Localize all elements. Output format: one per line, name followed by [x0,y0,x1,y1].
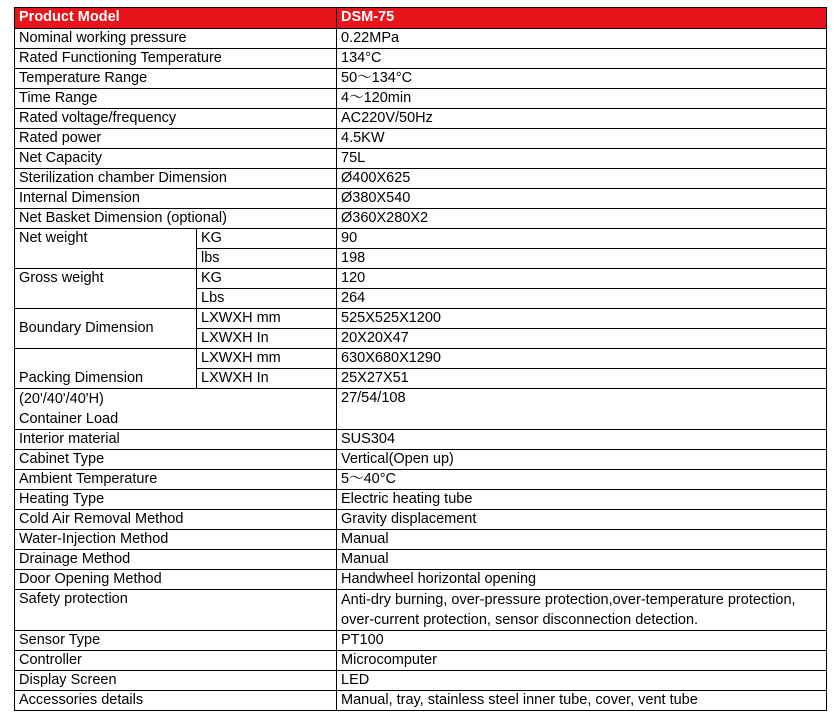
boundary-mm-unit: LXWXH mm [197,309,337,329]
boundary-row [15,309,827,329]
table-row [15,470,827,490]
row-value: 75L [337,149,827,169]
safety-protection-value: Anti-dry burning, over-pressure protection,over-temperature protection, over-current protection, sensor disconnection detection. [337,590,827,631]
table-row [15,129,827,149]
net-weight-kg-unit: KG [197,229,337,249]
packing-label: Packing Dimension [15,349,197,389]
gross-weight-lbs-value: 264 [337,289,827,309]
row-label: Cold Air Removal Method [15,510,337,530]
header-label: Product Model [15,8,337,29]
row-label: Rated Functioning Temperature [15,49,337,69]
net-weight-row [15,229,827,249]
row-label: Drainage Method [15,550,337,570]
container-load-value: 27/54/108 [337,389,827,430]
table-header-row [15,8,827,29]
row-value: Manual [337,550,827,570]
gross-weight-lbs-unit: Lbs [197,289,337,309]
row-label: Rated voltage/frequency [15,109,337,129]
row-label: Heating Type [15,490,337,510]
table-row [15,651,827,671]
row-label: Accessories details [15,691,337,711]
net-weight-kg-value: 90 [337,229,827,249]
table-row [15,671,827,691]
packing-in-value: 25X27X51 [337,369,827,389]
table-row [15,189,827,209]
net-weight-lbs-unit: lbs [197,249,337,269]
row-value: Manual, tray, stainless steel inner tube, cover, vent tube [337,691,827,711]
table-row [15,510,827,530]
row-value: Ø400X625 [337,169,827,189]
table-row [15,49,827,69]
row-label: Time Range [15,89,337,109]
table-row [15,209,827,229]
row-label: Nominal working pressure [15,29,337,49]
row-value: Ø380X540 [337,189,827,209]
net-weight-label: Net weight [15,229,197,269]
row-value: Manual [337,530,827,550]
table-row [15,631,827,651]
row-label: Temperature Range [15,69,337,89]
row-label: Door Opening Method [15,570,337,590]
container-load-label-line1: (20'/40'/40'H) [19,391,104,407]
table-row [15,550,827,570]
net-weight-lbs-value: 198 [337,249,827,269]
packing-mm-value: 630X680X1290 [337,349,827,369]
row-label: Water-Injection Method [15,530,337,550]
row-value: Ø360X280X2 [337,209,827,229]
row-value: 50～134°C [337,69,827,89]
row-label: Controller [15,651,337,671]
table-row [15,691,827,711]
container-load-label-line2: Container Load [19,411,119,427]
boundary-in-unit: LXWXH In [197,329,337,349]
row-label: Net Capacity [15,149,337,169]
row-value: 134°C [337,49,827,69]
container-load-row [15,389,827,430]
table-row [15,69,827,89]
row-label: Internal Dimension [15,189,337,209]
table-row [15,430,827,450]
packing-row [15,349,827,369]
row-value: Gravity displacement [337,510,827,530]
row-value: LED [337,671,827,691]
row-label: Cabinet Type [15,450,337,470]
gross-weight-row [15,269,827,289]
header-value: DSM-75 [337,8,827,29]
gross-weight-kg-value: 120 [337,269,827,289]
row-label: Rated power [15,129,337,149]
row-value: PT100 [337,631,827,651]
spec-table [14,7,827,711]
row-label: Sensor Type [15,631,337,651]
table-row [15,570,827,590]
row-label: Display Screen [15,671,337,691]
table-row [15,450,827,470]
row-label: Interior material [15,430,337,450]
gross-weight-kg-unit: KG [197,269,337,289]
table-row [15,89,827,109]
safety-protection-label: Safety protection [15,590,337,631]
row-value: Electric heating tube [337,490,827,510]
row-value: 5～40°C [337,470,827,490]
table-row [15,530,827,550]
row-value: SUS304 [337,430,827,450]
boundary-mm-value: 525X525X1200 [337,309,827,329]
packing-in-unit: LXWXH In [197,369,337,389]
row-label: Net Basket Dimension (optional) [15,209,337,229]
table-row [15,169,827,189]
row-value: 4～120min [337,89,827,109]
table-row [15,109,827,129]
row-value: Handwheel horizontal opening [337,570,827,590]
row-value: Vertical(Open up) [337,450,827,470]
gross-weight-label: Gross weight [15,269,197,309]
row-value: AC220V/50Hz [337,109,827,129]
boundary-label: Boundary Dimension [15,309,197,349]
boundary-in-value: 20X20X47 [337,329,827,349]
row-label: Sterilization chamber Dimension [15,169,337,189]
row-value: 0.22MPa [337,29,827,49]
row-value: 4.5KW [337,129,827,149]
row-value: Microcomputer [337,651,827,671]
packing-mm-unit: LXWXH mm [197,349,337,369]
table-row [15,29,827,49]
container-load-label [15,389,337,430]
row-label: Ambient Temperature [15,470,337,490]
table-row [15,490,827,510]
safety-protection-row [15,590,827,631]
table-row [15,149,827,169]
